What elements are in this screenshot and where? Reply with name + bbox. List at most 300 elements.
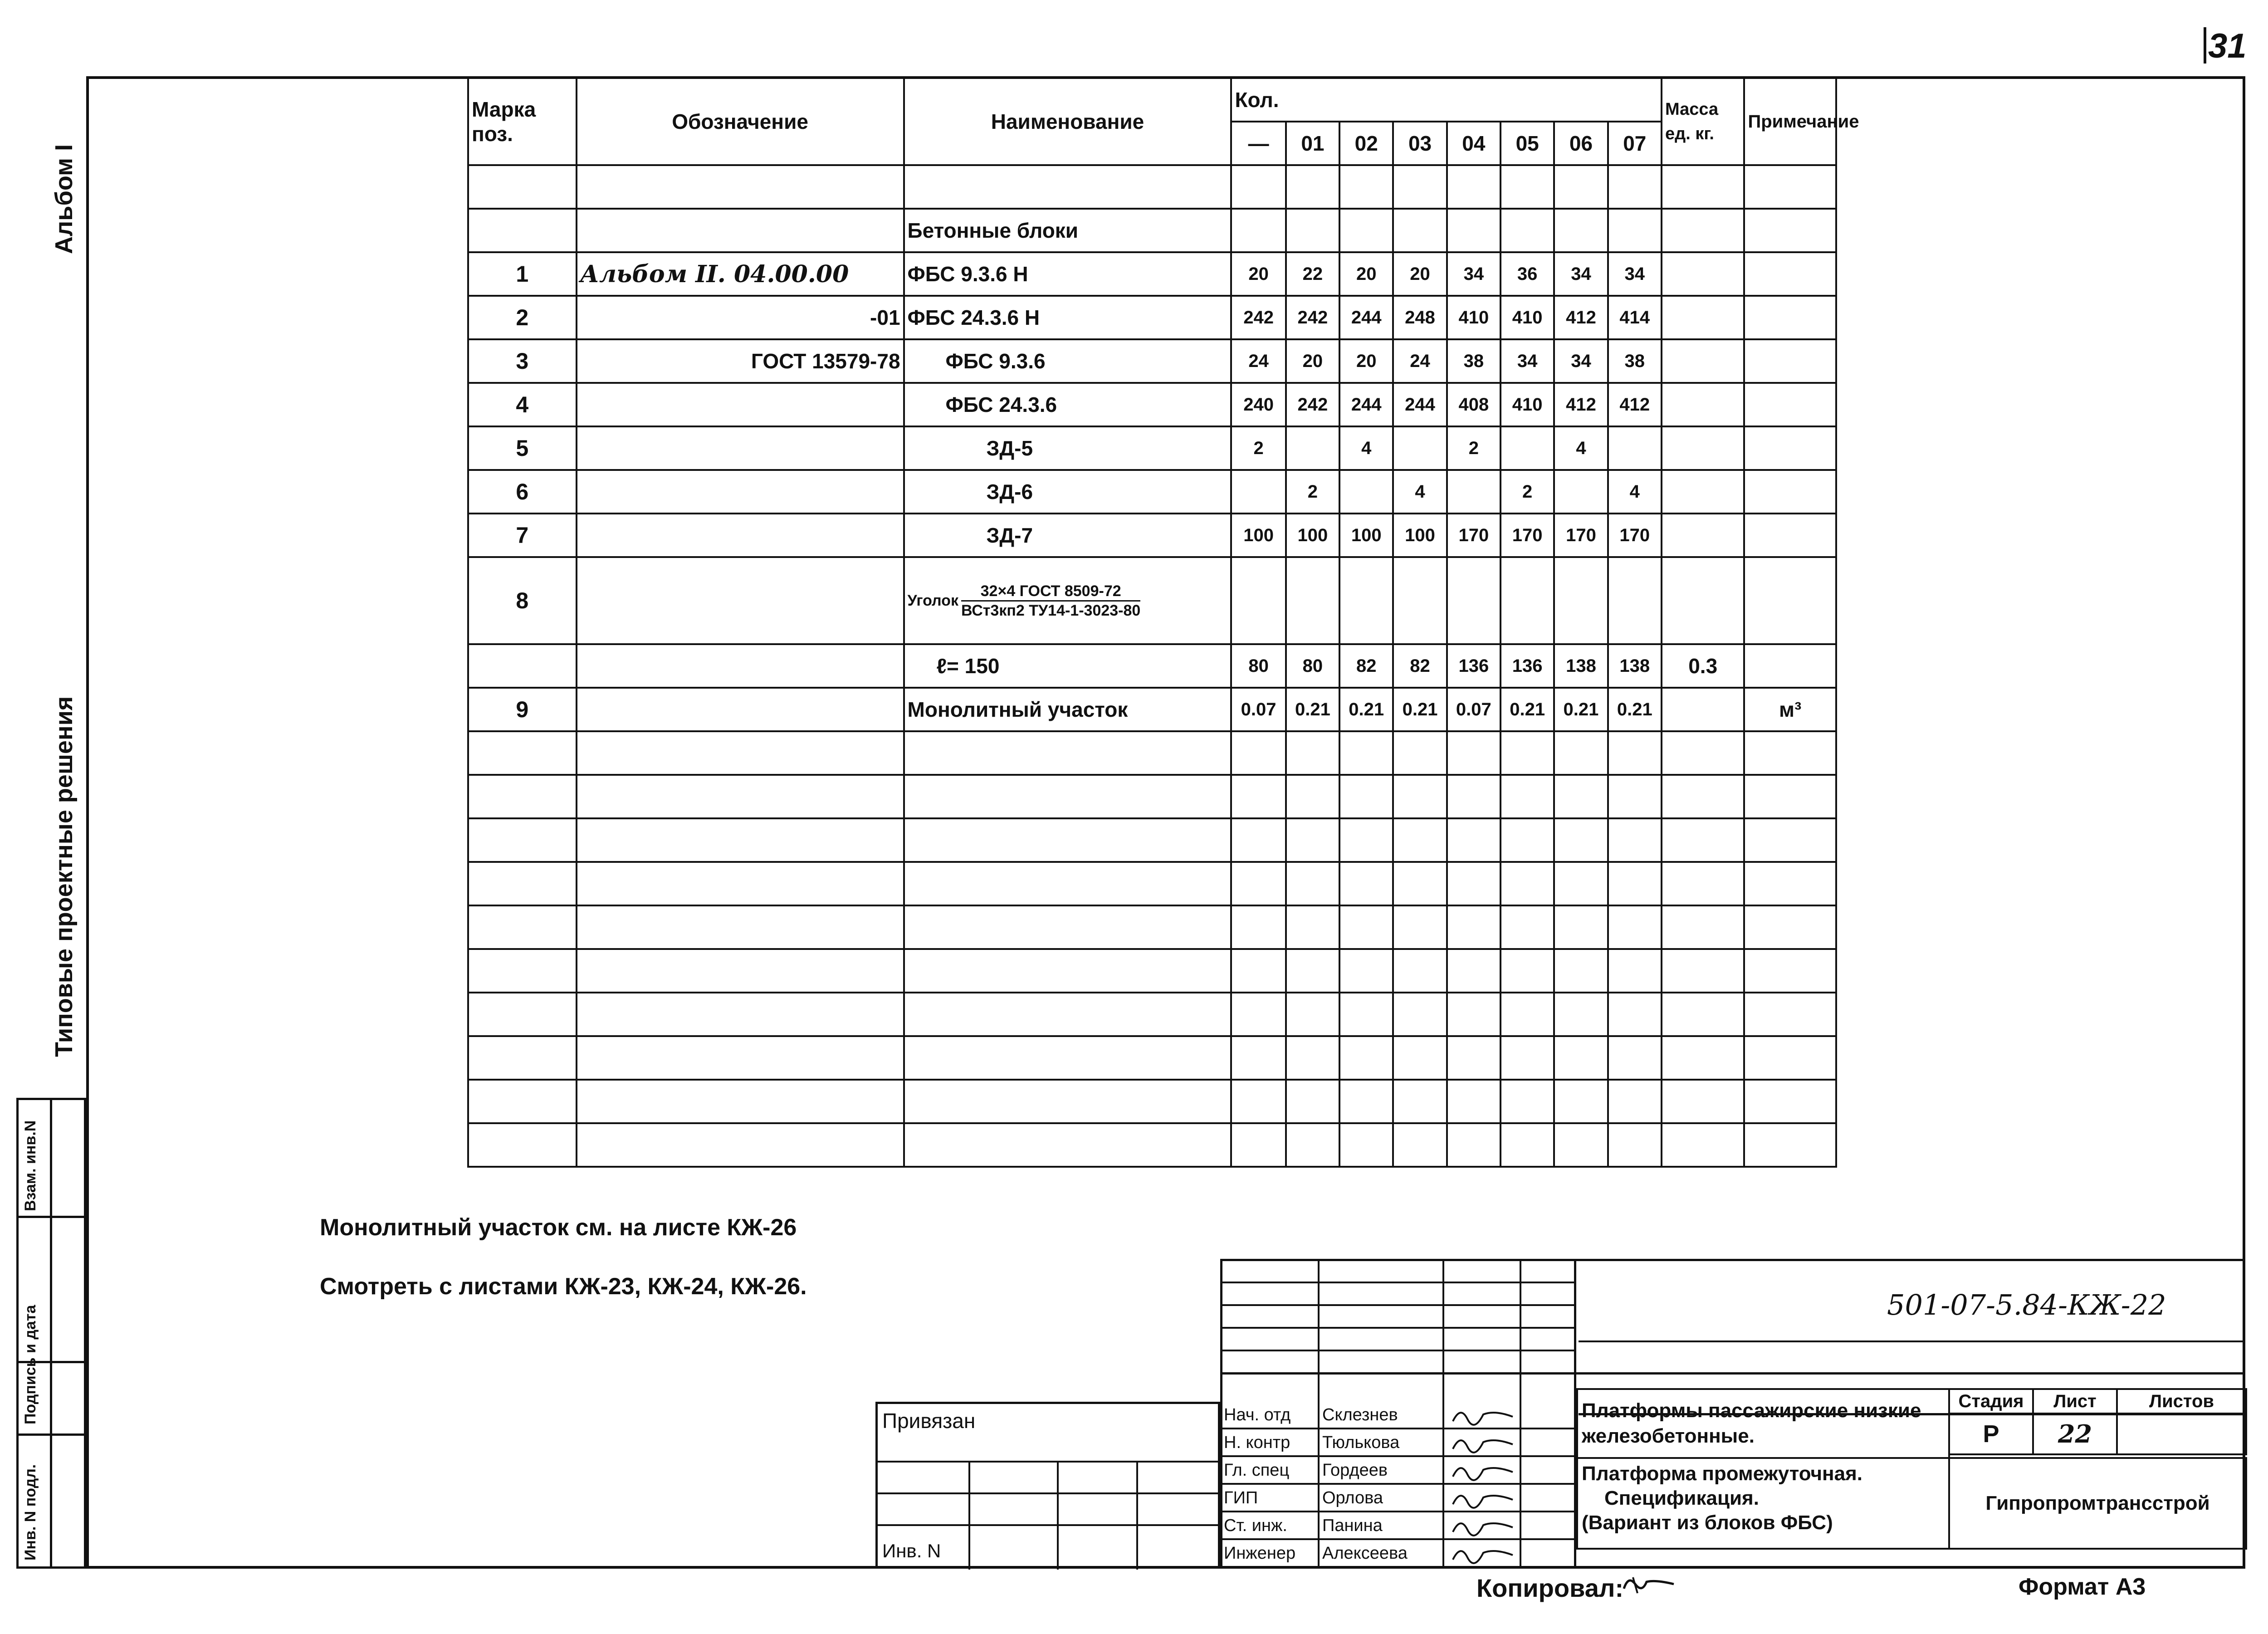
empty-cell (1608, 1036, 1662, 1080)
cell-designation (577, 383, 904, 426)
cell-qty: 0.21 (1339, 688, 1393, 731)
empty-cell (1554, 731, 1608, 775)
sheets-value (2117, 1414, 2246, 1454)
empty-cell (468, 993, 577, 1036)
cell-name: Монолитный участок (904, 688, 1232, 731)
cell-mark (468, 209, 577, 252)
empty-cell (1447, 949, 1501, 993)
cell-qty: 4 (1608, 470, 1662, 514)
empty-cell (1608, 775, 1662, 818)
cell-qty: 136 (1447, 644, 1501, 688)
empty-cell (1744, 905, 1836, 949)
empty-cell (1554, 862, 1608, 905)
header-qty: Кол. (1231, 78, 1662, 122)
empty-cell (1744, 862, 1836, 905)
qty-col-6: 06 (1554, 122, 1608, 165)
cell-qty (1501, 426, 1554, 470)
cell-mark: 7 (468, 514, 577, 557)
cell-qty (1501, 209, 1554, 252)
cell-note (1744, 296, 1836, 339)
sheets-label: Листов (2117, 1389, 2246, 1414)
cell-qty: 244 (1393, 383, 1447, 426)
cell-designation: ГОСТ 13579-78 (577, 339, 904, 383)
qty-col-2: 02 (1339, 122, 1393, 165)
staff-row (1220, 1540, 1574, 1568)
cell-qty: 412 (1554, 383, 1608, 426)
staff-name: Алексеева (1322, 1544, 1408, 1563)
empty-cell (1662, 1080, 1744, 1123)
cell-mass (1662, 339, 1744, 383)
staff-name: Орлова (1322, 1488, 1383, 1507)
cell-qty (1231, 470, 1286, 514)
header-mass: Масса ед. кг. (1662, 78, 1744, 165)
empty-cell (1608, 993, 1662, 1036)
cell-qty: 100 (1231, 514, 1286, 557)
table-row (468, 252, 1836, 296)
empty-row (468, 1080, 1836, 1123)
empty-cell (468, 731, 577, 775)
cell-designation (577, 470, 904, 514)
cell-designation (577, 557, 904, 644)
empty-cell (1662, 1036, 1744, 1080)
empty-cell (1554, 818, 1608, 862)
cell-name: ФБС 24.3.6 (904, 383, 1232, 426)
empty-cell (468, 818, 577, 862)
staff-name: Гордеев (1322, 1461, 1388, 1480)
cell-qty: 412 (1608, 383, 1662, 426)
cell-qty (1286, 557, 1339, 644)
empty-cell (1286, 993, 1339, 1036)
empty-cell (904, 949, 1232, 993)
cell-qty (1554, 557, 1608, 644)
cell-qty: 0.21 (1393, 688, 1447, 731)
cell-qty: 100 (1286, 514, 1339, 557)
empty-cell (577, 993, 904, 1036)
empty-row (468, 775, 1836, 818)
empty-cell (577, 1123, 904, 1167)
cell-qty: 240 (1231, 383, 1286, 426)
empty-cell (1662, 949, 1744, 993)
stage-label: Стадия (1949, 1389, 2033, 1414)
empty-cell (1608, 949, 1662, 993)
empty-cell (1744, 775, 1836, 818)
empty-cell (1554, 905, 1608, 949)
cell-qty (1447, 557, 1501, 644)
empty-cell (1393, 993, 1447, 1036)
empty-row (468, 862, 1836, 905)
cell-qty (1231, 557, 1286, 644)
cell-qty: 82 (1393, 644, 1447, 688)
cell-designation (577, 644, 904, 688)
fraction (961, 582, 1140, 620)
signature-icon (1449, 1403, 1517, 1428)
empty-cell (1339, 862, 1393, 905)
empty-cell (1339, 993, 1393, 1036)
cell-qty (1231, 165, 1286, 209)
staff-row (1220, 1512, 1574, 1540)
cell-qty (1554, 470, 1608, 514)
cell-mass (1662, 209, 1744, 252)
empty-cell (468, 949, 577, 993)
cell-qty: 408 (1447, 383, 1501, 426)
empty-cell (468, 1123, 577, 1167)
page-number-bar (2204, 27, 2206, 64)
table-row (468, 296, 1836, 339)
empty-cell (1393, 1123, 1447, 1167)
cell-qty: 34 (1447, 252, 1501, 296)
empty-cell (1662, 731, 1744, 775)
cell-qty (1447, 209, 1501, 252)
cell-designation: -01 (577, 296, 904, 339)
cell-mark: 4 (468, 383, 577, 426)
stamp-inv-podl: Инв. N подл. (22, 1464, 39, 1561)
empty-cell (1231, 775, 1286, 818)
empty-cell (1744, 949, 1836, 993)
cell-note (1744, 514, 1836, 557)
cell-qty: 0.21 (1554, 688, 1608, 731)
cell-qty: 34 (1608, 252, 1662, 296)
cell-qty: 80 (1286, 644, 1339, 688)
cell-qty: 22 (1286, 252, 1339, 296)
doc-code: 501-07-5.84-КЖ-22 (1887, 1288, 2166, 1321)
object-title: Платформы пассажирские низкие железобетонные. (1577, 1389, 1949, 1458)
qty-col-5: 05 (1501, 122, 1554, 165)
empty-cell (1393, 862, 1447, 905)
empty-cell (577, 1036, 904, 1080)
empty-cell (1554, 993, 1608, 1036)
cell-mass (1662, 688, 1744, 731)
empty-cell (1393, 775, 1447, 818)
organization: Гипропромтрансстрой (1949, 1458, 2246, 1549)
cell-qty (1608, 209, 1662, 252)
inv-label: Инв. N (882, 1540, 941, 1561)
empty-cell (1744, 1123, 1836, 1167)
cell-qty: 38 (1608, 339, 1662, 383)
copied-signature-icon (1619, 1570, 1678, 1598)
empty-cell (1339, 1080, 1393, 1123)
empty-cell (1501, 818, 1554, 862)
cell-qty: 0.21 (1286, 688, 1339, 731)
cell-qty (1393, 426, 1447, 470)
empty-cell (1231, 949, 1286, 993)
empty-row (468, 731, 1836, 775)
table-row (468, 514, 1836, 557)
empty-cell (1231, 1036, 1286, 1080)
fraction-label: Уголок (907, 592, 958, 609)
signature-icon (1449, 1514, 1517, 1539)
cell-mark: 8 (468, 557, 577, 644)
empty-cell (1447, 993, 1501, 1036)
staff-role: Нач. отд (1224, 1405, 1291, 1424)
empty-cell (577, 731, 904, 775)
staff-row (1220, 1402, 1574, 1429)
cell-mass (1662, 514, 1744, 557)
privyazan-label: Привязан (882, 1409, 976, 1433)
cell-qty (1339, 165, 1393, 209)
cell-name: ℓ= 150 (904, 644, 1232, 688)
table-row (468, 165, 1836, 209)
cell-qty (1393, 557, 1447, 644)
cell-qty (1393, 165, 1447, 209)
sheet-title-3: (Вариант из блоков ФБС) (1582, 1512, 1833, 1534)
cell-designation (577, 688, 904, 731)
empty-cell (1393, 1080, 1447, 1123)
cell-name (904, 165, 1232, 209)
empty-cell (904, 993, 1232, 1036)
cell-qty: 242 (1286, 383, 1339, 426)
cell-qty: 20 (1393, 252, 1447, 296)
staff-role: Гл. спец (1224, 1461, 1290, 1480)
cell-qty: 80 (1231, 644, 1286, 688)
staff-role: Н. контр (1224, 1433, 1290, 1452)
cell-qty: 82 (1339, 644, 1393, 688)
cell-designation (577, 209, 904, 252)
cell-name: ЗД-5 (904, 426, 1232, 470)
empty-cell (1662, 775, 1744, 818)
cell-qty: 248 (1393, 296, 1447, 339)
cell-designation (577, 514, 904, 557)
cell-qty: 0.21 (1501, 688, 1554, 731)
cell-qty (1339, 209, 1393, 252)
cell-qty: 4 (1393, 470, 1447, 514)
cell-name: ФБС 9.3.6 (904, 339, 1232, 383)
empty-cell (904, 862, 1232, 905)
empty-cell (1608, 862, 1662, 905)
cell-qty: 20 (1339, 339, 1393, 383)
cell-note: м³ (1744, 688, 1836, 731)
staff-role: ГИП (1224, 1488, 1258, 1507)
empty-cell (1393, 949, 1447, 993)
side-stamp-divider (50, 1098, 52, 1569)
sheet-title-cell (1577, 1458, 1949, 1549)
empty-cell (1339, 949, 1393, 993)
cell-qty: 2 (1447, 426, 1501, 470)
staff-row (1220, 1485, 1574, 1512)
empty-cell (1447, 818, 1501, 862)
stamp-vzam: Взам. инв.N (22, 1120, 39, 1211)
empty-cell (1447, 1123, 1501, 1167)
cell-qty: 0.07 (1447, 688, 1501, 731)
empty-cell (1447, 905, 1501, 949)
empty-cell (1447, 1036, 1501, 1080)
specification-table (467, 77, 1859, 1168)
signature-icon (1449, 1541, 1517, 1566)
empty-cell (468, 1080, 577, 1123)
sheet-value: 22 (2033, 1414, 2117, 1454)
cell-qty: 136 (1501, 644, 1554, 688)
cell-qty: 20 (1339, 252, 1393, 296)
cell-qty: 170 (1501, 514, 1554, 557)
empty-cell (904, 731, 1232, 775)
empty-cell (904, 775, 1232, 818)
empty-cell (577, 949, 904, 993)
cell-mass: 0.3 (1662, 644, 1744, 688)
cell-qty: 410 (1501, 296, 1554, 339)
empty-cell (1744, 1080, 1836, 1123)
cell-mass (1662, 296, 1744, 339)
cell-mass (1662, 557, 1744, 644)
cell-qty: 34 (1554, 339, 1608, 383)
empty-cell (1286, 1036, 1339, 1080)
sheet-title-1: Платформа промежуточная. (1582, 1463, 1862, 1485)
staff-role: Ст. инж. (1224, 1516, 1287, 1535)
cell-qty: 412 (1554, 296, 1608, 339)
cell-note (1744, 339, 1836, 383)
qty-col-1: 01 (1286, 122, 1339, 165)
empty-cell (1286, 862, 1339, 905)
cell-qty (1447, 165, 1501, 209)
cell-name: ФБС 9.3.6 Н (904, 252, 1232, 296)
empty-row (468, 993, 1836, 1036)
signature-icon (1449, 1458, 1517, 1483)
cell-qty (1339, 470, 1393, 514)
cell-designation (577, 426, 904, 470)
empty-cell (1231, 818, 1286, 862)
empty-cell (1286, 1123, 1339, 1167)
cell-qty: 170 (1554, 514, 1608, 557)
empty-cell (1231, 993, 1286, 1036)
empty-cell (468, 862, 577, 905)
staff-name: Панина (1322, 1516, 1383, 1535)
cell-note (1744, 644, 1836, 688)
empty-cell (1744, 993, 1836, 1036)
cell-qty (1501, 165, 1554, 209)
empty-cell (1393, 818, 1447, 862)
empty-cell (1554, 1123, 1608, 1167)
empty-cell (1231, 731, 1286, 775)
fraction-bottom: ВСт3кп2 ТУ14-1-3023-80 (961, 602, 1141, 619)
empty-cell (1339, 775, 1393, 818)
cell-qty: 244 (1339, 296, 1393, 339)
cell-name: ФБС 24.3.6 Н (904, 296, 1232, 339)
cell-qty: 36 (1501, 252, 1554, 296)
cell-note (1744, 209, 1836, 252)
empty-cell (1231, 1080, 1286, 1123)
cell-mass (1662, 383, 1744, 426)
empty-cell (1662, 905, 1744, 949)
empty-cell (1744, 731, 1836, 775)
empty-cell (904, 1080, 1232, 1123)
empty-cell (1501, 993, 1554, 1036)
empty-cell (1339, 905, 1393, 949)
note-2: Смотреть с листами КЖ-23, КЖ-24, КЖ-26. (320, 1273, 807, 1300)
cell-qty (1554, 165, 1608, 209)
copied-label: Копировал: (1476, 1574, 1624, 1602)
empty-cell (904, 1123, 1232, 1167)
empty-row (468, 905, 1836, 949)
cell-note (1744, 252, 1836, 296)
sheet-title-2: Спецификация. (1604, 1487, 1759, 1509)
cell-mark (468, 644, 577, 688)
cell-qty: 24 (1231, 339, 1286, 383)
cell-qty: 244 (1339, 383, 1393, 426)
album-label: Альбом I (50, 144, 78, 254)
empty-cell (1501, 949, 1554, 993)
cell-qty: 20 (1286, 339, 1339, 383)
cell-qty: 242 (1286, 296, 1339, 339)
cell-qty: 138 (1608, 644, 1662, 688)
empty-cell (1501, 862, 1554, 905)
table-row (468, 339, 1836, 383)
cell-qty: 414 (1608, 296, 1662, 339)
empty-cell (468, 775, 577, 818)
empty-cell (1501, 731, 1554, 775)
qty-col-0: — (1231, 122, 1286, 165)
empty-cell (1447, 862, 1501, 905)
cell-qty (1339, 557, 1393, 644)
cell-qty: 410 (1447, 296, 1501, 339)
staff-role: Инженер (1224, 1544, 1296, 1563)
cell-mark: 9 (468, 688, 577, 731)
empty-cell (1662, 1123, 1744, 1167)
staff-name: Склезнев (1322, 1405, 1398, 1424)
table-row (468, 688, 1836, 731)
empty-cell (1608, 818, 1662, 862)
header-mark: Марка поз. (468, 78, 577, 165)
empty-cell (1339, 1036, 1393, 1080)
empty-cell (577, 818, 904, 862)
empty-cell (1393, 731, 1447, 775)
cell-note (1744, 557, 1836, 644)
cell-qty: 242 (1231, 296, 1286, 339)
cell-name: ЗД-7 (904, 514, 1232, 557)
cell-qty: 138 (1554, 644, 1608, 688)
empty-cell (1554, 775, 1608, 818)
staff-name: Тюлькова (1322, 1433, 1400, 1452)
signature-icon (1449, 1486, 1517, 1511)
table-row (468, 557, 1836, 644)
empty-cell (1231, 1123, 1286, 1167)
empty-row (468, 818, 1836, 862)
empty-cell (1393, 1036, 1447, 1080)
empty-cell (1501, 905, 1554, 949)
cell-note (1744, 165, 1836, 209)
empty-cell (1501, 775, 1554, 818)
empty-cell (1339, 818, 1393, 862)
table-row (468, 209, 1836, 252)
cell-qty: 410 (1501, 383, 1554, 426)
cell-note (1744, 426, 1836, 470)
empty-row (468, 1123, 1836, 1167)
cell-qty: 24 (1393, 339, 1447, 383)
signature-icon (1449, 1431, 1517, 1456)
cell-qty (1393, 209, 1447, 252)
qty-col-7: 07 (1608, 122, 1662, 165)
title-table (1576, 1388, 2247, 1550)
cell-qty (1608, 557, 1662, 644)
empty-cell (1447, 1080, 1501, 1123)
cell-mark (468, 165, 577, 209)
empty-cell (577, 905, 904, 949)
empty-cell (1744, 818, 1836, 862)
cell-qty: 2 (1231, 426, 1286, 470)
cell-qty: 170 (1447, 514, 1501, 557)
header-note: Примечание (1744, 78, 1836, 165)
cell-qty: 100 (1393, 514, 1447, 557)
cell-mark: 5 (468, 426, 577, 470)
cell-mass (1662, 252, 1744, 296)
empty-cell (1286, 731, 1339, 775)
cell-qty (1501, 557, 1554, 644)
empty-cell (468, 1036, 577, 1080)
cell-qty: 170 (1608, 514, 1662, 557)
side-stamp-row (16, 1433, 86, 1436)
empty-cell (904, 818, 1232, 862)
cell-mark: 3 (468, 339, 577, 383)
empty-cell (1501, 1123, 1554, 1167)
note-1: Монолитный участок см. на листе КЖ-26 (320, 1214, 797, 1241)
cell-qty: 100 (1339, 514, 1393, 557)
